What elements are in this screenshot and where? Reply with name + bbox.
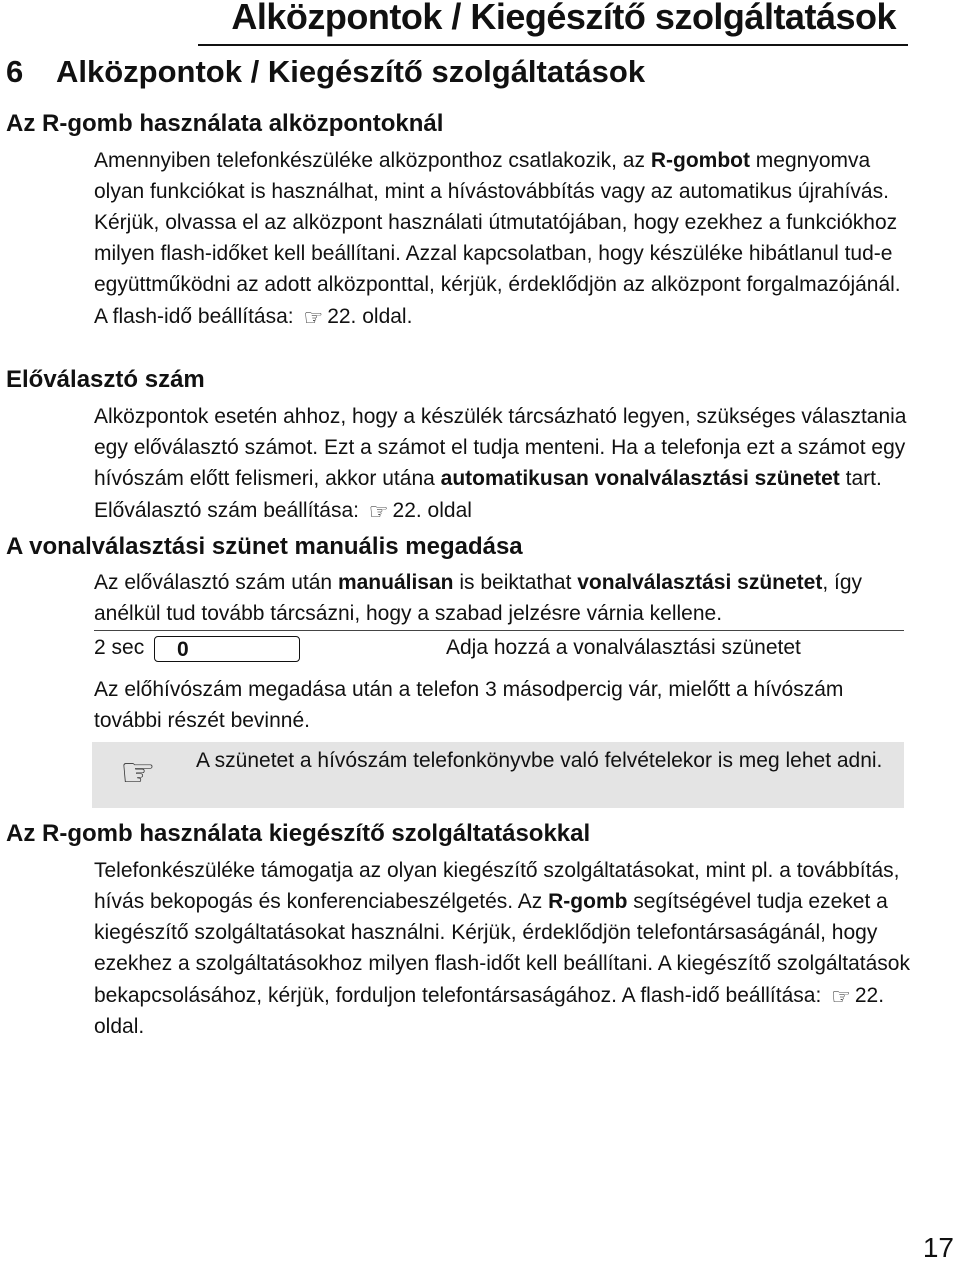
page-reference: 22. oldal. [94, 984, 885, 1038]
page-reference: 22. oldal [392, 499, 472, 522]
chapter-number: 6 [6, 54, 24, 89]
paragraph-r-button-services: Telefonkészüléke támogatja az olyan kiegészítő szolgáltatásokat, mint pl. a továbbítás, hívás bekopogás és konferenciabeszélgetés. Az R-gomb segítségével tudja ezeket a kiegészítő szolgáltatásokat használni. Kérjük, érdeklődjön telefontársaságánál, hogy ezekhez a szolgáltatásokhoz milyen flash-időt kell beállítani. A kiegészítő szolgáltatások bekapcsolásához, kérjük, forduljon telefontársaságához. A flash-idő beállítása: ☞ 22. oldal. [94, 859, 910, 1038]
pointing-hand-icon: ☞ [303, 305, 324, 330]
section-heading-r-button-pbx: Az R-gomb használata alközpontoknál [6, 110, 444, 137]
page-reference: 22. oldal. [327, 305, 413, 328]
section-heading-r-button-services: Az R-gomb használata kiegészítő szolgáltatásokkal [6, 820, 591, 847]
page-header-title: Alközpontok / Kiegészítő szolgáltatások [231, 0, 896, 37]
step-row [94, 636, 904, 666]
paragraph-pause-explanation: Az előhívószám megadása után a telefon 3 másodpercig vár, mielőtt a hívószám további részét bevinné. [94, 678, 844, 732]
pointing-hand-icon: ☞ [368, 499, 389, 524]
paragraph-manual-pause: Az előválasztó szám után manuálisan is beiktathat vonalválasztási szünetet, így anélkül tud tovább tárcsázni, hogy a szabad jelzésre várnia kellene. [94, 571, 863, 625]
chapter-title [6, 54, 645, 90]
section-heading-manual-pause: A vonalválasztási szünet manuális megadása [6, 533, 523, 560]
step-duration: 2 sec [94, 636, 145, 659]
paragraph-r-button-pbx: Amennyiben telefonkészüléke alközponthoz csatlakozik, az R-gombot megnyomva olyan funkciókat is használhat, mint a hívástovábbítás vagy az automatikus újrahívás. Kérjük, olvassa el az alközpont használati útmutatójában, hogy ezekhez a funkciókhoz milyen flash-időket kell beállítani. Azzal kapcsolatban, hogy készüléke hibátlanul tud-e együttműködni az adott alközponttal, kérjük, érdeklődjön az alközpont forgalmazójánál. A flash-idő beállítása: ☞ 22. oldal. [94, 145, 914, 332]
note-box [92, 742, 904, 808]
chapter-title-text: Alközpontok / Kiegészítő szolgáltatások [56, 54, 646, 89]
paragraph-prefix-number: Alközpontok esetén ahhoz, hogy a készülék tárcsázható legyen, szükséges választania egy előválasztó számot. Ezt a számot el tudja menteni. Ha a telefonja ezt a számot egy hívószám előtt felismeri, akkor utána automatikusan vonalválasztási szünetet tart. Előválasztó szám beállítása: ☞ 22. oldal [94, 401, 914, 526]
page-header [198, 0, 908, 46]
pointing-hand-icon: ☞ [120, 751, 156, 795]
divider [94, 630, 904, 631]
page-number: 17 [922, 1232, 954, 1263]
key-0-icon: 0 [154, 636, 300, 662]
section-heading-prefix-number: Előválasztó szám [6, 366, 205, 393]
pointing-hand-icon: ☞ [831, 984, 851, 1009]
step-description: Adja hozzá a vonalválasztási szünetet [446, 636, 801, 659]
note-text: A szünetet a hívószám telefonkönyvbe való felvételekor is meg lehet adni. [196, 749, 883, 772]
